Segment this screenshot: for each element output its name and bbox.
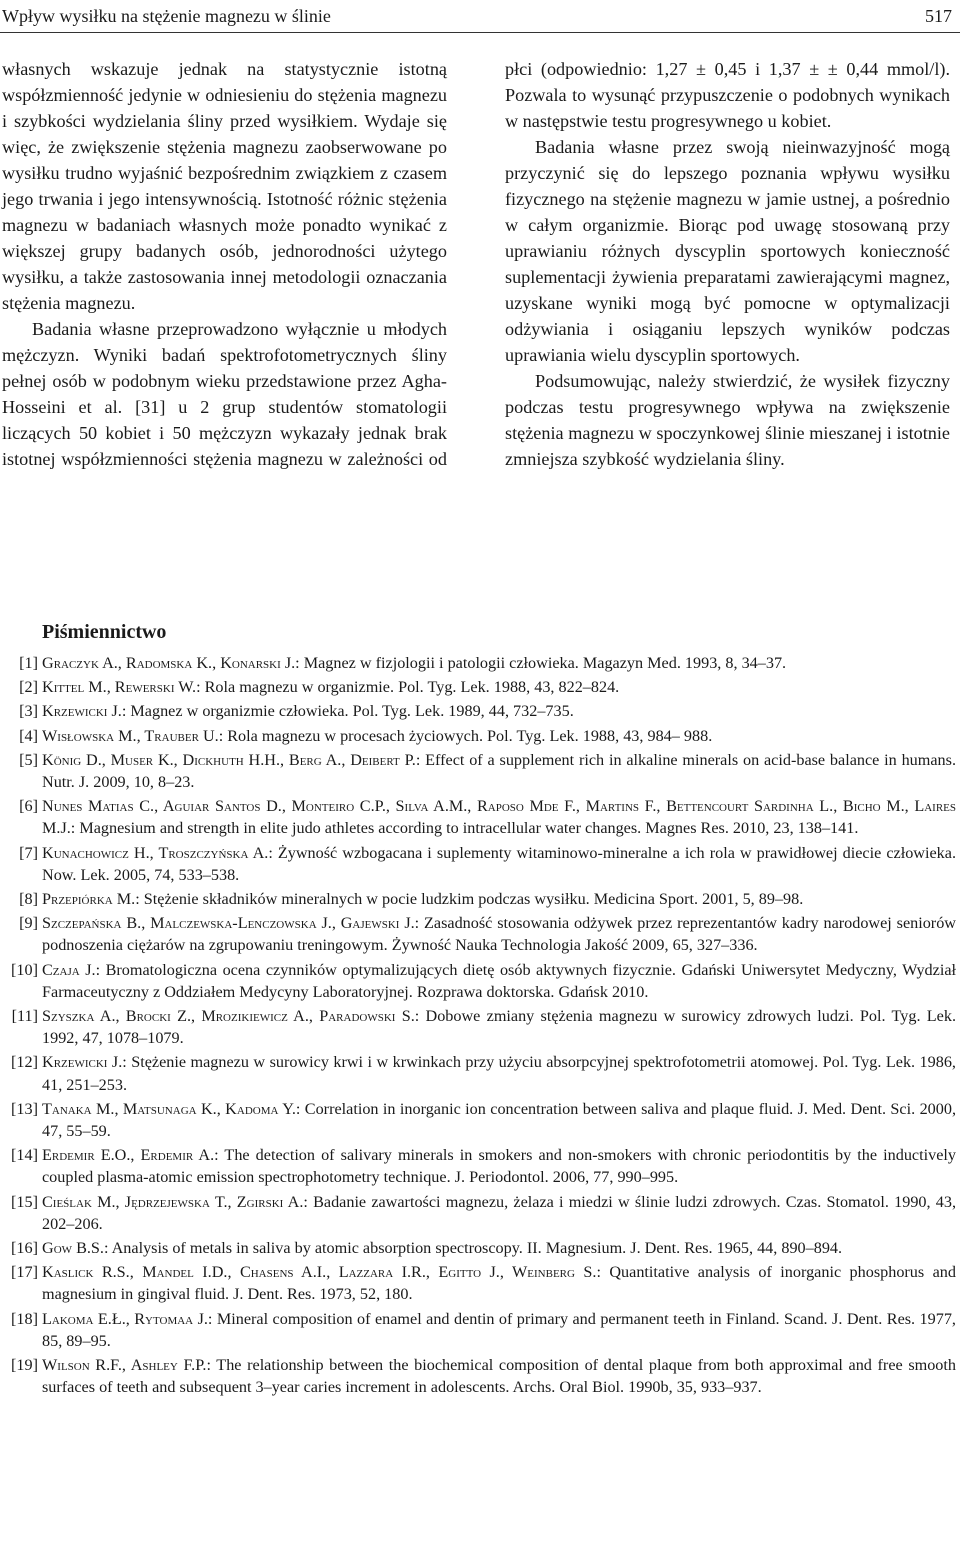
paragraph: własnych wskazuje jednak na statystycznie istotną współzmienność jedynie w odniesieniu do stężenia magnezu i szybkości wydzielania śliny przed wysiłkiem. Wydaje się więc, że zwiększenie stężenia magnezu zaobserwowane po wysiłku trudno wyjaśnić bezpośrednim związkiem z czasem jego trwania i jego intensywnością. Istotność różnic stężenia magnezu w badaniach własnych może ponadto wynikać z większej grupy badanych osób, jednorodności użytego wysiłku, a także zastosowania innej metodologii oznaczania stężenia magnezu. (2, 59, 447, 313)
reference-authors: Lakoma E.Ł., Rytomaa J. (42, 1309, 208, 1328)
reference-text: : Zasadność stosowania odżywek przez reprezentantów kadry narodowej seniorów podnoszenia ciężarów na zgrupowaniu treningowym. Żywność Nauka Technologia Jakość 2009, 65, 327–336. (42, 914, 956, 955)
reference-number: [4] (19, 726, 38, 745)
running-header (2, 0, 952, 32)
reference-authors: Tanaka M., Matsunaga K., Kadoma Y. (42, 1099, 296, 1118)
reference-number: [17] (11, 1263, 38, 1282)
reference-number: [14] (11, 1146, 38, 1165)
paragraph: Podsumowując, należy stwierdzić, że wysiłek fizyczny podczas testu progresywnego wpływa na zwiększenie stężenia magnezu w spoczynkowej ślinie mieszanej i istotnie zmniejsza szybkość wydzielania śliny. (505, 371, 950, 469)
body-text (2, 56, 950, 472)
reference-text: : Magnez w organizmie człowieka. Pol. Tyg. Lek. 1989, 44, 732–735. (121, 702, 574, 721)
reference-text: : Magnez w fizjologii i patologii człowieka. Magazyn Med. 1993, 8, 34–37. (295, 654, 787, 672)
reference-text: : Analysis of metals in saliva by atomic absorption spectroscopy. II. Magnesium. J. Dent. Res. 1965, 44, 890–894. (103, 1239, 843, 1258)
reference-text: : The detection of salivary minerals in smokers and non-smokers with chronic periodontitis by the inductively coupled plasma-atomic emission spectrophotometry technique. J. Periodontol. 2006, 77, 990–995. (42, 1146, 956, 1187)
reference-text: : Żywność wzbogacana i suplementy witaminowo-mineralne a ich rola w prawidłowej diecie człowieka. Now. Lek. 2005, 74, 533–538. (42, 843, 957, 884)
reference-text: : Bromatologiczna ocena czynników optymalizujących dietę osób aktywnych fizycznie. Gdański Uniwersytet Medyczny, Wydział Farmaceutyczny z Oddziałem Medycyny Laboratoryjnej. Rozprawa doktorska. Gdańsk 2010. (42, 960, 956, 1001)
references-list (2, 652, 956, 1401)
reference-authors: Cieślak M., Jędrzejewska T., Zgirski A. (42, 1192, 304, 1211)
reference-text: : Stężenie składników mineralnych w pocie ludzkim podczas wysiłku. Medicina Sport. 2001, 5, 89–98. (135, 890, 804, 909)
reference-number: [10] (11, 960, 38, 979)
reference-authors: Przepiórka M. (42, 890, 136, 909)
paragraph: Badania własne przeprowadzono wyłącznie u młodych mężczyzn. Wyniki badań spektrofotometrycznych śliny pełnej osób w podobnym wieku przedstawione przez Agha-Hosseini et al. [31] u 2 grup studentów stomatologii liczących 50 kobiet i 50 mężczyzn wykazały jednak brak istotnej współzmienności stężenia magnezu w zależności od płci (odpowiednio: 1,27 ± 0,45 i 1,37 ± ± 0,44 mmol/l). Pozwala to wysunąć przypuszczenie o podobnych wynikach w następstwie testu progresywnego u kobiet. (2, 59, 950, 469)
page-number: 517 (925, 5, 952, 26)
reference-item (2, 1005, 956, 1049)
reference-authors: Czaja J. (42, 960, 96, 979)
reference-authors: Krzewicki J. (42, 702, 122, 721)
reference-number: [13] (11, 1099, 38, 1118)
reference-item (2, 1237, 956, 1259)
reference-text: : Stężenie magnezu w surowicy krwi i w krwinkach przy użyciu absorpcyjnej spektrofotometrii atomowej. Pol. Tyg. Lek. 1986, 41, 251–253. (42, 1053, 956, 1094)
reference-item (2, 1191, 956, 1235)
reference-authors: Wilson R.F., Ashley F.P. (42, 1356, 207, 1375)
reference-authors: Szczepańska B., Malczewska-Lenczowska J., Gajewski J. (42, 914, 415, 933)
reference-item (2, 795, 956, 839)
reference-number: [5] (19, 750, 38, 769)
reference-number: [12] (11, 1053, 38, 1072)
reference-authors: Nunes Matias C., Aguiar Santos D., Monteiro C.P., Silva A.M., Raposo Mde F., Martins F., Bettencourt Sardinha L., Bicho M., Laires M.J. (42, 797, 956, 838)
reference-item (2, 888, 956, 910)
reference-number: [15] (11, 1192, 38, 1211)
reference-item (2, 652, 956, 674)
reference-text: : Magnesium and strength in elite judo athletes according to intracellular water changes. Magnes Res. 2010, 23, 138–141. (70, 819, 859, 838)
reference-text: : Quantitative analysis of inorganic phosphorus and magnesium in gingival fluid. J. Dent. Res. 1973, 52, 180. (42, 1263, 956, 1304)
reference-authors: Kaslick R.S., Mandel I.D., Chasens A.I., Lazzara I.R., Egitto J., Weinberg S. (42, 1263, 597, 1282)
reference-authors: Gow B.S. (42, 1239, 104, 1258)
reference-text: : Correlation in inorganic ion concentration between saliva and plaque fluid. J. Med. Dent. Sci. 2000, 47, 55–59. (42, 1099, 956, 1141)
reference-text: : Effect of a supplement rich in alkaline minerals on acid-base balance in humans. Nutr. J. 2009, 10, 8–23. (42, 750, 956, 792)
reference-text: : Rola magnezu w organizmie. Pol. Tyg. Lek. 1988, 43, 822–824. (196, 678, 620, 697)
reference-authors: Kunachowicz H., Troszczyńska A. (42, 843, 269, 862)
reference-authors: Wisłowska M., Trauber U. (42, 726, 219, 745)
reference-number: [6] (19, 797, 38, 816)
reference-item (2, 959, 956, 1003)
reference-item (2, 749, 956, 793)
reference-text: : The relationship between the biochemical composition of dental plaque from both approximal and free smooth surfaces of teeth and subsequent 3–year caries increment in adolescents. Archs. Oral Biol. 1990b, 35, 933–937. (42, 1356, 956, 1397)
reference-item (2, 676, 956, 698)
reference-item (2, 912, 956, 956)
paragraph: Badania własne przez swoją nieinwazyjność mogą przyczynić się do lepszego poznania wpływu wysiłku fizycznego na stężenie magnezu w jamie ustnej, a pośrednio w całym organizmie. Biorąc pod uwagę stosowaną przy uprawianiu różnych dyscyplin sportowych konieczność suplementacji żywienia preparatami zawierającymi magnez, uzyskane wyniki mogą być pomocne w optymalizacji odżywiania i osiąganiu lepszych wyników podczas uprawiania wielu dyscyplin sportowych. (505, 137, 950, 365)
reference-number: [8] (19, 890, 38, 909)
reference-text: : Rola magnezu w procesach życiowych. Pol. Tyg. Lek. 1988, 43, 984– 988. (218, 726, 713, 745)
reference-text: : Dobowe zmiany stężenia magnezu w surowicy zdrowych ludzi. Pol. Tyg. Lek. 1992, 47, 1078–1079. (42, 1007, 956, 1048)
reference-item (2, 700, 956, 722)
reference-authors: Szyszka A., Brocki Z., Mrozikiewicz A., Paradowski S. (42, 1007, 415, 1026)
reference-number: [1] (19, 654, 38, 672)
reference-item (2, 1354, 956, 1398)
reference-number: [11] (11, 1007, 38, 1026)
reference-authors: Kittel M., Rewerski W. (42, 678, 197, 697)
reference-number: [9] (19, 914, 38, 933)
reference-text: : Mineral composition of enamel and dentin of primary and permanent teeth in Finland. Scand. J. Dent. Res. 1977, 85, 89–95. (42, 1309, 956, 1350)
reference-number: [18] (11, 1309, 38, 1328)
reference-number: [19] (11, 1356, 38, 1375)
header-rule (0, 32, 960, 33)
reference-authors: Graczyk A., Radomska K., Konarski J. (42, 654, 296, 672)
reference-authors: Krzewicki J. (42, 1053, 123, 1072)
running-title: Wpływ wysiłku na stężenie magnezu w ślinie (2, 5, 331, 26)
references-heading: Piśmiennictwo (42, 621, 167, 643)
reference-item (2, 1144, 956, 1188)
reference-item (2, 1051, 956, 1095)
reference-authors: Erdemir E.O., Erdemir A. (42, 1146, 215, 1165)
reference-number: [7] (19, 843, 38, 862)
reference-item (2, 725, 956, 747)
reference-item (2, 1308, 956, 1352)
reference-item (2, 1098, 956, 1142)
reference-text: : Badanie zawartości magnezu, żelaza i miedzi w ślinie ludzi zdrowych. Czas. Stomatol. 1990, 43, 202–206. (42, 1192, 956, 1233)
reference-authors: König D., Muser K., Dickhuth H.H., Berg A., Deibert P. (42, 750, 416, 769)
reference-number: [16] (11, 1239, 38, 1258)
reference-number: [2] (19, 678, 38, 697)
reference-item (2, 842, 956, 886)
reference-item (2, 1261, 956, 1305)
reference-number: [3] (19, 702, 38, 721)
